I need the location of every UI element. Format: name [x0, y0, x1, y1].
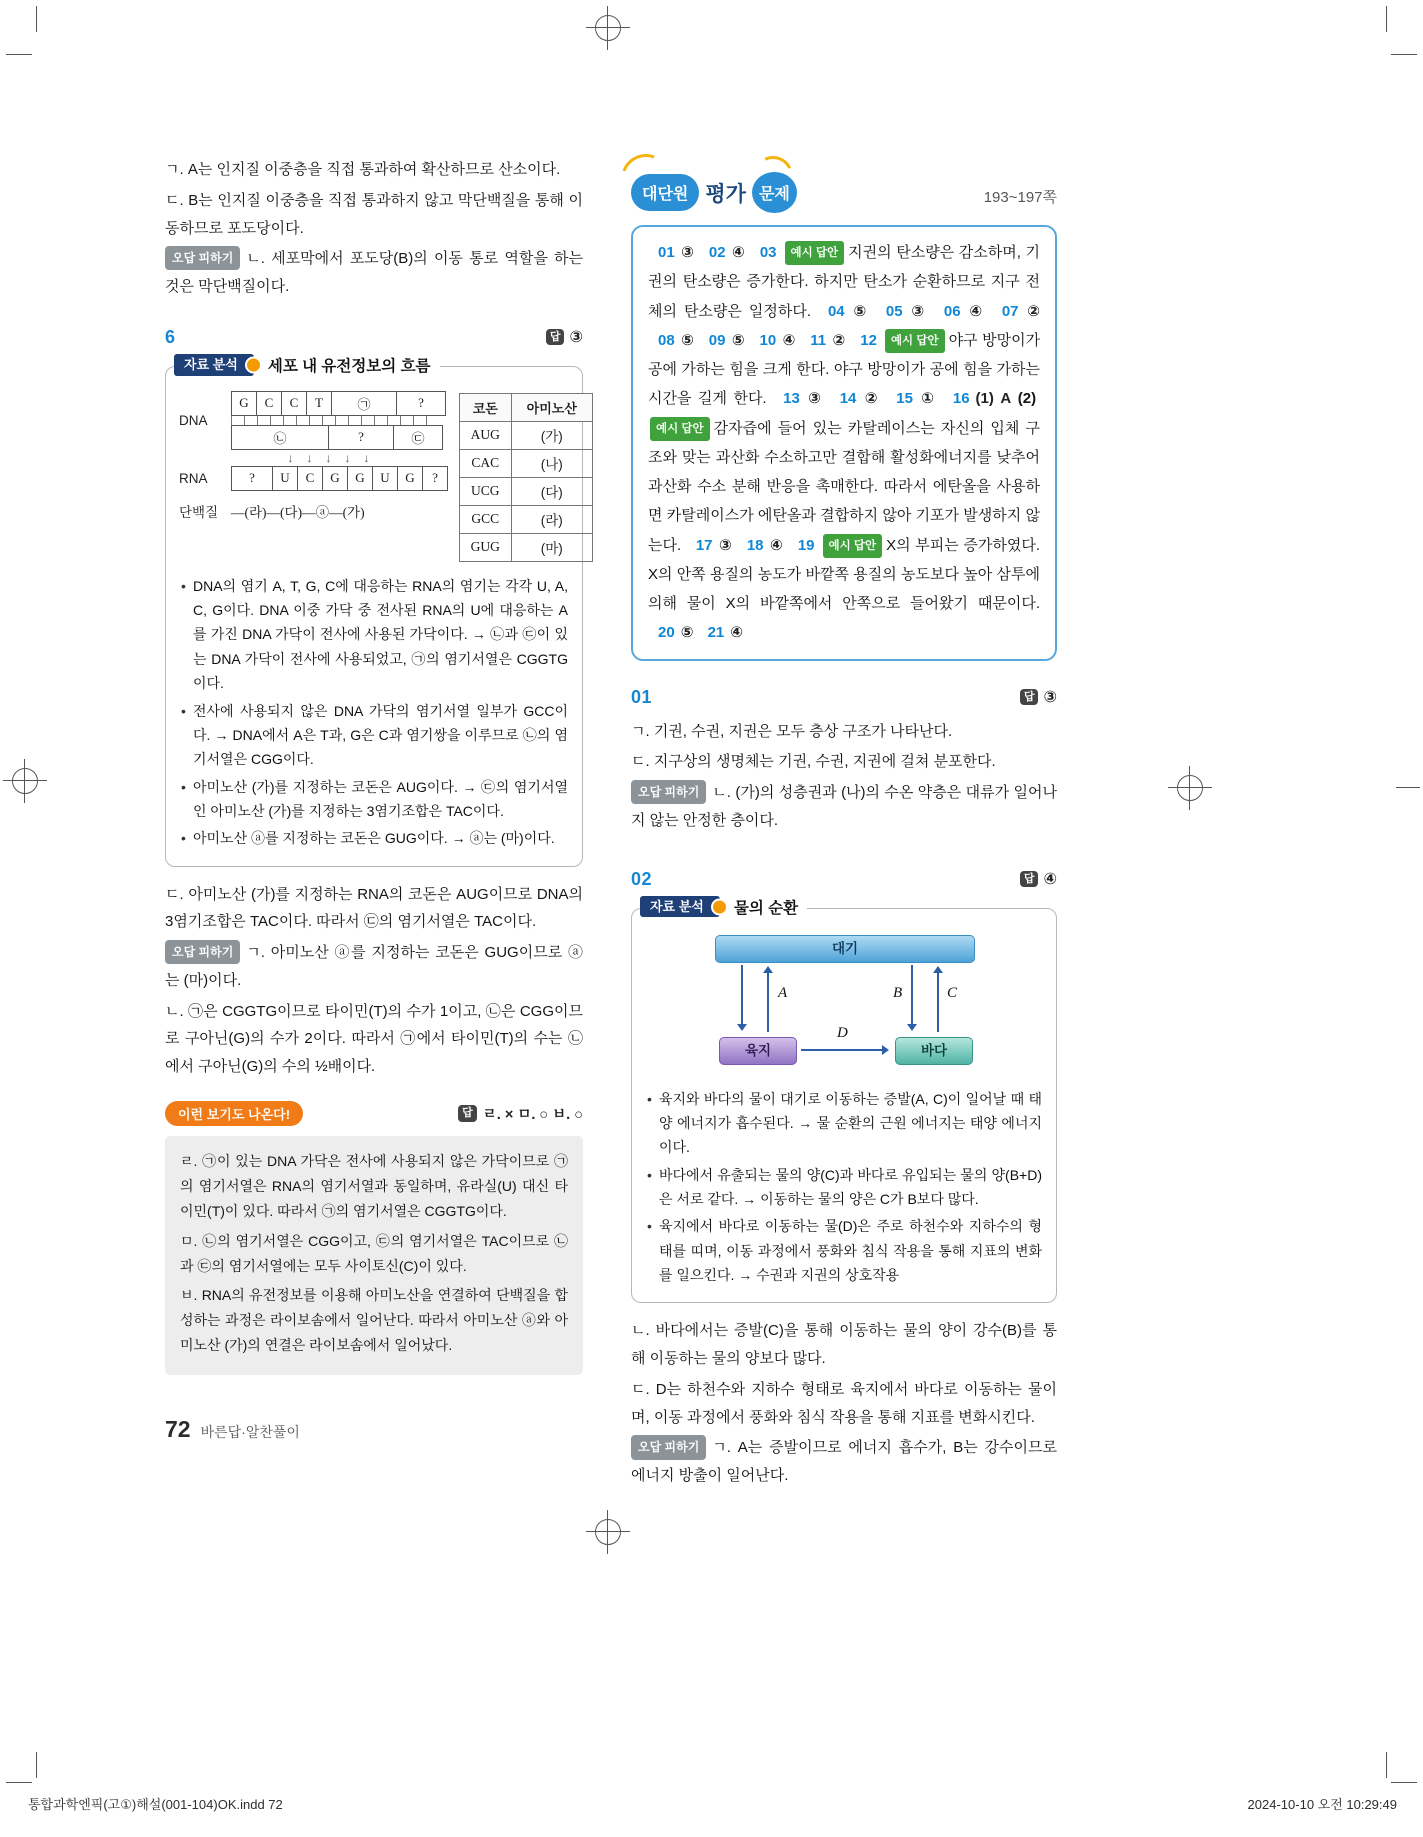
dna-base: C — [257, 391, 282, 416]
water-cycle-diagram — [679, 935, 1009, 1075]
print-footer-timestamp: 2024-10-10 오전 10:29:49 — [1247, 1797, 1397, 1812]
analysis-bullet: • 육지와 바다의 물이 대기로 이동하는 증발(A, C)이 일어날 때 태양 에너지가 흡수된다. → 물 순환의 근원 에너지는 태양 에너지이다. — [646, 1087, 1042, 1160]
protein-chain: —(라)—(다)—ⓐ—(가) — [231, 504, 365, 520]
analysis-box-header — [640, 896, 807, 918]
unit-logo — [631, 162, 797, 213]
extra-note: ㅁ. ㉡의 염기서열은 CGG이고, ㉢의 염기서열은 TAC이므로 ㉡과 ㉢의 염기서열에는 모두 사이토신(C)이 있다. — [180, 1232, 568, 1274]
question-number: 6 — [165, 326, 176, 347]
left-column — [165, 156, 583, 1493]
answer-segment: 11 ② — [810, 331, 846, 349]
dna-segment: ? — [397, 391, 446, 416]
unit-evaluation-header — [631, 162, 1057, 213]
label-D: D — [837, 1024, 848, 1041]
amino-cell: (다) — [511, 477, 592, 505]
question-01-header — [631, 687, 1057, 708]
solution-line: ㄷ. B는 인지질 이중층을 직접 통과하지 않고 막단백질을 통해 이동하므로 포도당이다. — [165, 191, 583, 237]
codon-table-row — [460, 505, 593, 533]
dna-base: T — [307, 391, 332, 416]
print-footer-filename: 통합과학엔픽(고①)해설(001-104)OK.indd 72 — [28, 1797, 283, 1812]
land-box: 육지 — [719, 1037, 797, 1065]
example-answer-badge: 예시 답안 — [885, 329, 945, 353]
dna-label: DNA — [179, 412, 208, 428]
sea-box: 바다 — [895, 1037, 973, 1065]
gene-diagram — [179, 391, 577, 562]
question-02-header — [631, 869, 1057, 890]
codon-column-header: 코돈 — [460, 393, 512, 421]
answer-segment: 18 ④ — [746, 536, 784, 554]
solution-line: ㄷ. 아미노산 (가)를 지정하는 RNA의 코돈은 AUG이므로 DNA의 3염기조합은 TAC이다. 따라서 ㉢의 염기서열은 TAC이다. — [165, 885, 583, 931]
evaporation-arrow-land — [767, 968, 769, 1032]
amino-cell: (라) — [511, 505, 592, 533]
analysis-bullet: • 전사에 사용되지 않은 DNA 가닥의 염기서열 일부가 GCC이다. → DNA에서 A은 T과, G은 C과 염기쌍을 이루므로 ㉡의 염기서열은 CGG이다. — [180, 699, 568, 772]
codon-table-row — [460, 449, 593, 477]
answer-segment: 14 ② — [839, 390, 880, 408]
rna-segment: ? — [231, 466, 273, 491]
answer-mark — [1020, 869, 1057, 889]
base-pair-bonds — [231, 416, 439, 425]
analysis-title: 물의 순환 — [720, 896, 807, 918]
answer-segment: 06 ④ — [943, 302, 985, 320]
answer-segment: 19 예시 답안 X의 부피는 증가하였다. X의 안쪽 용질의 농도가 바깥쪽 용질의 농도보다 높아 삼투에 의해 물이 X의 바깥쪽에서 안쪽으로 들어왔기 때문이다. — [648, 537, 1040, 613]
answer-segment: 02 ④ — [708, 244, 746, 261]
answer-segment: 05 ③ — [885, 302, 927, 320]
question-6-header — [165, 327, 583, 348]
answer-mark — [546, 327, 583, 347]
rna-base: G — [348, 466, 373, 491]
page-number: 72 — [165, 1416, 191, 1442]
atmosphere-box: 대기 — [715, 935, 975, 963]
extra-notes-box — [165, 1136, 583, 1376]
data-analysis-tag: 자료 분석 — [174, 354, 254, 376]
page-footer — [165, 1416, 300, 1443]
crop-mark — [1386, 1752, 1387, 1778]
example-answer-badge: 예시 답안 — [823, 534, 883, 558]
answer-segment: 13 ③ — [783, 390, 824, 408]
page-content — [165, 156, 1057, 1493]
wrong-answer-note — [631, 1434, 1057, 1490]
codon-table-row — [460, 421, 593, 449]
codon-table-header-row — [460, 393, 593, 421]
analysis-box-header — [174, 354, 440, 376]
registration-mark-bottom — [586, 1510, 630, 1554]
answer-value: ④ — [1043, 871, 1057, 888]
answer-segment: 09 ⑤ — [708, 331, 745, 349]
logo-word: 평가 — [705, 182, 746, 206]
evaporation-arrow-sea — [937, 968, 939, 1032]
wrong-answer-badge: 오답 피하기 — [165, 940, 240, 964]
codon-table — [459, 393, 593, 562]
answer-segment: 07 ② — [1001, 302, 1041, 320]
also-seen-badge: 이런 보기도 나온다! — [165, 1101, 303, 1126]
analysis-bullet: • 바다에서 유출되는 물의 양(C)과 바다로 유입되는 물의 양(B+D)은 서로 같다. → 이동하는 물의 양은 C가 B보다 많다. — [646, 1163, 1042, 1212]
rna-base: U — [273, 466, 298, 491]
answer-value: ③ — [569, 329, 583, 347]
answer-summary-box — [631, 225, 1057, 661]
logo-chip-problem: 문제 — [752, 172, 797, 213]
transcription-arrows: ↓↓↓↓↓ — [287, 450, 383, 465]
answer-mark — [1020, 687, 1057, 707]
answer-segment: 10 ④ — [759, 331, 796, 349]
codon-table-row — [460, 477, 593, 505]
dna-segment: ㉠ — [332, 391, 397, 416]
answer-segment: 17 ③ — [695, 536, 733, 554]
wrong-answer-badge: 오답 피하기 — [631, 780, 706, 804]
dna-base: G — [231, 391, 257, 416]
answer-chip: 답 — [458, 1105, 477, 1121]
logo-chip-unit: 대단원 — [631, 174, 699, 211]
wrong-answer-badge: 오답 피하기 — [165, 246, 240, 270]
crop-mark — [6, 1782, 32, 1783]
answer-segment: 21 ④ — [707, 624, 743, 642]
codon-cell: UCG — [460, 477, 512, 505]
amino-cell: (가) — [511, 421, 592, 449]
answer-segment: 20 ⑤ — [658, 624, 694, 642]
analysis-bullet-list — [179, 574, 569, 851]
crop-mark — [1391, 1782, 1417, 1783]
rna-strand — [231, 466, 448, 491]
rna-base: C — [298, 466, 323, 491]
amino-cell: (나) — [511, 449, 592, 477]
extra-note: ㄹ. ㉠이 있는 DNA 가닥은 전사에 사용되지 않은 가닥이므로 ㉠의 염기서열은 RNA의 염기서열과 동일하며, 유라실(U) 대신 타이민(T)이 있다. 따라서 ㉠의 염기서열은 CGGTG이다. — [180, 1152, 568, 1220]
rna-label: RNA — [179, 470, 208, 486]
wrong-answer-badge: 오답 피하기 — [631, 1435, 706, 1459]
analysis-bullet: • DNA의 염기 A, T, G, C에 대응하는 RNA의 염기는 각각 U, A, C, G이다. DNA 이중 가닥 중 전사된 RNA의 U에 대응하는 A를 가진 DNA 가닥이 전사에 사용된 가닥이다. → ㉡과 ㉢이 있는 DNA 가닥이 전사에 사용되었고, ㉠의 염기서열은 CGGTG이다. — [180, 574, 568, 696]
dna-segment: ㉡ — [231, 425, 329, 450]
codon-cell: CAC — [460, 449, 512, 477]
crop-mark — [1386, 6, 1387, 32]
amino-column-header: 아미노산 — [511, 393, 592, 421]
data-analysis-tag: 자료 분석 — [640, 896, 720, 918]
solution-line: ㄱ. A는 인지질 이중층을 직접 통과하여 확산하므로 산소이다. — [165, 161, 561, 178]
label-B: B — [893, 984, 903, 1001]
answer-segment: 08 ⑤ — [658, 331, 695, 349]
answer-segment: 15 ① — [896, 390, 937, 408]
runoff-arrow — [801, 1049, 887, 1051]
dna-bottom-strand — [231, 425, 446, 450]
dna-base: C — [282, 391, 307, 416]
question-number: 02 — [631, 868, 653, 889]
crop-mark — [6, 54, 32, 55]
registration-mark-right — [1168, 766, 1212, 810]
answer-chip: 답 — [546, 329, 565, 345]
codon-cell: GUG — [460, 533, 512, 561]
wrong-answer-text: ㄴ. (가)의 성층권과 (나)의 수온 약층은 대류가 일어나지 않는 안정한 층이다. — [631, 784, 1057, 829]
crop-mark — [36, 6, 37, 32]
rna-base: G — [323, 466, 348, 491]
analysis-title: 세포 내 유전정보의 흐름 — [254, 354, 440, 376]
data-analysis-box-gene — [165, 356, 583, 867]
example-answer-badge: 예시 답안 — [785, 241, 845, 265]
answer-segment: (2)예시 답안 감자즙에 들어 있는 카탈레이스는 자신의 입체 구조와 맞는 과산화 수소하고만 결합해 활성화에너지를 낮추어 과산화 수소 분해 반응을 촉매한다. 따라서 에탄올을 사용하면 카탈레이스가 에탄올과 결합하지 않아 기포가 발생하지 않는다. — [648, 390, 1040, 554]
dna-segment: ㉢ — [394, 425, 443, 450]
wrong-answer-note — [631, 779, 1057, 835]
answer-segment: 16 (1) A — [952, 390, 1012, 408]
analysis-bullet: • 아미노산 (가)를 지정하는 코돈은 AUG이다. → ㉢의 염기서열인 아미노산 (가)를 지정하는 3염기조합은 TAC이다. — [180, 775, 568, 824]
crop-mark — [36, 1752, 37, 1778]
rna-base: U — [373, 466, 398, 491]
rna-segment: ? — [423, 466, 448, 491]
protein-label: 단백질 — [179, 504, 219, 520]
wrong-answer-text: ㄱ. 아미노산 ⓐ를 지정하는 코돈은 GUG이므로 ⓐ는 (마)이다. — [165, 944, 583, 989]
page-range: 193~197쪽 — [983, 189, 1057, 206]
label-A: A — [778, 984, 788, 1001]
wrong-answer-note — [165, 939, 583, 995]
question-number: 01 — [631, 686, 653, 707]
rna-base: G — [398, 466, 423, 491]
wrong-answer-text: ㄴ. 세포막에서 포도당(B)의 이동 통로 역할을 하는 것은 막단백질이다. — [165, 250, 583, 295]
crop-mark — [1396, 787, 1420, 788]
solution-line: ㄷ. D는 하천수와 지하수 형태로 육지에서 바다로 이동하는 물이며, 이동 과정에서 풍화와 침식 작용을 통해 지표를 변화시킨다. — [631, 1380, 1057, 1426]
example-answer-badge: 예시 답안 — [650, 417, 710, 441]
label-C: C — [947, 984, 958, 1001]
answer-chip: 답 — [1020, 689, 1039, 705]
dna-segment: ? — [329, 425, 394, 450]
wrong-answer-note — [165, 245, 583, 301]
data-analysis-box-water — [631, 898, 1057, 1304]
right-column — [631, 156, 1057, 1493]
solution-line: ㄱ. 기권, 수권, 지권은 모두 층상 구조가 나타난다. — [631, 722, 953, 740]
also-seen-answers — [458, 1103, 583, 1124]
precipitation-arrow-sea — [911, 965, 913, 1029]
crop-mark — [1391, 54, 1417, 55]
answer-segment: 04 ⑤ — [827, 302, 869, 320]
answer-segment: 03 예시 답안 지권의 탄소량은 감소하며, 기권의 탄소량은 증가한다. 하지만 탄소가 순환하므로 지구 전체의 탄소량은 일정하다. — [648, 244, 1040, 320]
answer-value: ③ — [1043, 689, 1057, 706]
solution-line: ㄴ. ㉠은 CGGTG이므로 타이민(T)의 수가 1이고, ㉡은 CGG이므로 구아닌(G)의 수가 2이다. 따라서 ㉠에서 타이민(T)의 수는 ㉡에서 구아닌(G)의 수의 ½배이다. — [165, 1002, 583, 1076]
solution-line: ㄷ. 지구상의 생명체는 기권, 수권, 지권에 걸쳐 분포한다. — [631, 753, 996, 771]
precipitation-arrow-land — [741, 965, 743, 1029]
analysis-bullet-list — [645, 1087, 1043, 1288]
codon-table-row — [460, 533, 593, 561]
codon-cell: AUG — [460, 421, 512, 449]
dna-top-strand — [231, 391, 446, 416]
page-footer-label: 바른답·알찬풀이 — [200, 1424, 300, 1440]
analysis-bullet: • 육지에서 바다로 이동하는 물(D)은 주로 하천수와 지하수의 형태를 띠며, 이동 과정에서 풍화와 침식 작용을 통해 지표의 변화를 일으킨다. → 수권과 지권의 상호작용 — [646, 1214, 1042, 1287]
analysis-bullet: • 아미노산 ⓐ를 지정하는 코돈은 GUG이다. → ⓐ는 (마)이다. — [180, 826, 568, 850]
solution-line: ㄴ. 바다에서는 증발(C)을 통해 이동하는 물의 양이 강수(B)를 통해 이동하는 물의 양보다 많다. — [631, 1322, 1057, 1368]
amino-cell: (마) — [511, 533, 592, 561]
also-answer-values: ㄹ. × ㅁ. ○ ㅂ. ○ — [482, 1106, 583, 1123]
answer-segment: 12 예시 답안 야구 방망이가 공에 가하는 힘을 크게 한다. 야구 방망이가 공에 힘을 가하는 시간을 길게 한다. — [648, 332, 1040, 408]
codon-cell: GCC — [460, 505, 512, 533]
registration-mark-left — [3, 759, 47, 803]
extra-note: ㅂ. RNA의 유전정보를 이용해 아미노산을 연결하여 단백질을 합성하는 과정은 라이보솜에서 일어난다. 따라서 아미노산 ⓐ와 아미노산 (가)의 연결은 라이보솜에서 일어났다. — [180, 1286, 568, 1354]
wrong-answer-text: ㄱ. A는 증발이므로 에너지 흡수가, B는 강수이므로 에너지 방출이 일어난다. — [631, 1439, 1057, 1485]
answer-chip: 답 — [1020, 871, 1039, 887]
answer-segment: 01 ③ — [658, 244, 695, 261]
also-seen-row — [165, 1101, 583, 1126]
registration-mark-top — [586, 6, 630, 50]
